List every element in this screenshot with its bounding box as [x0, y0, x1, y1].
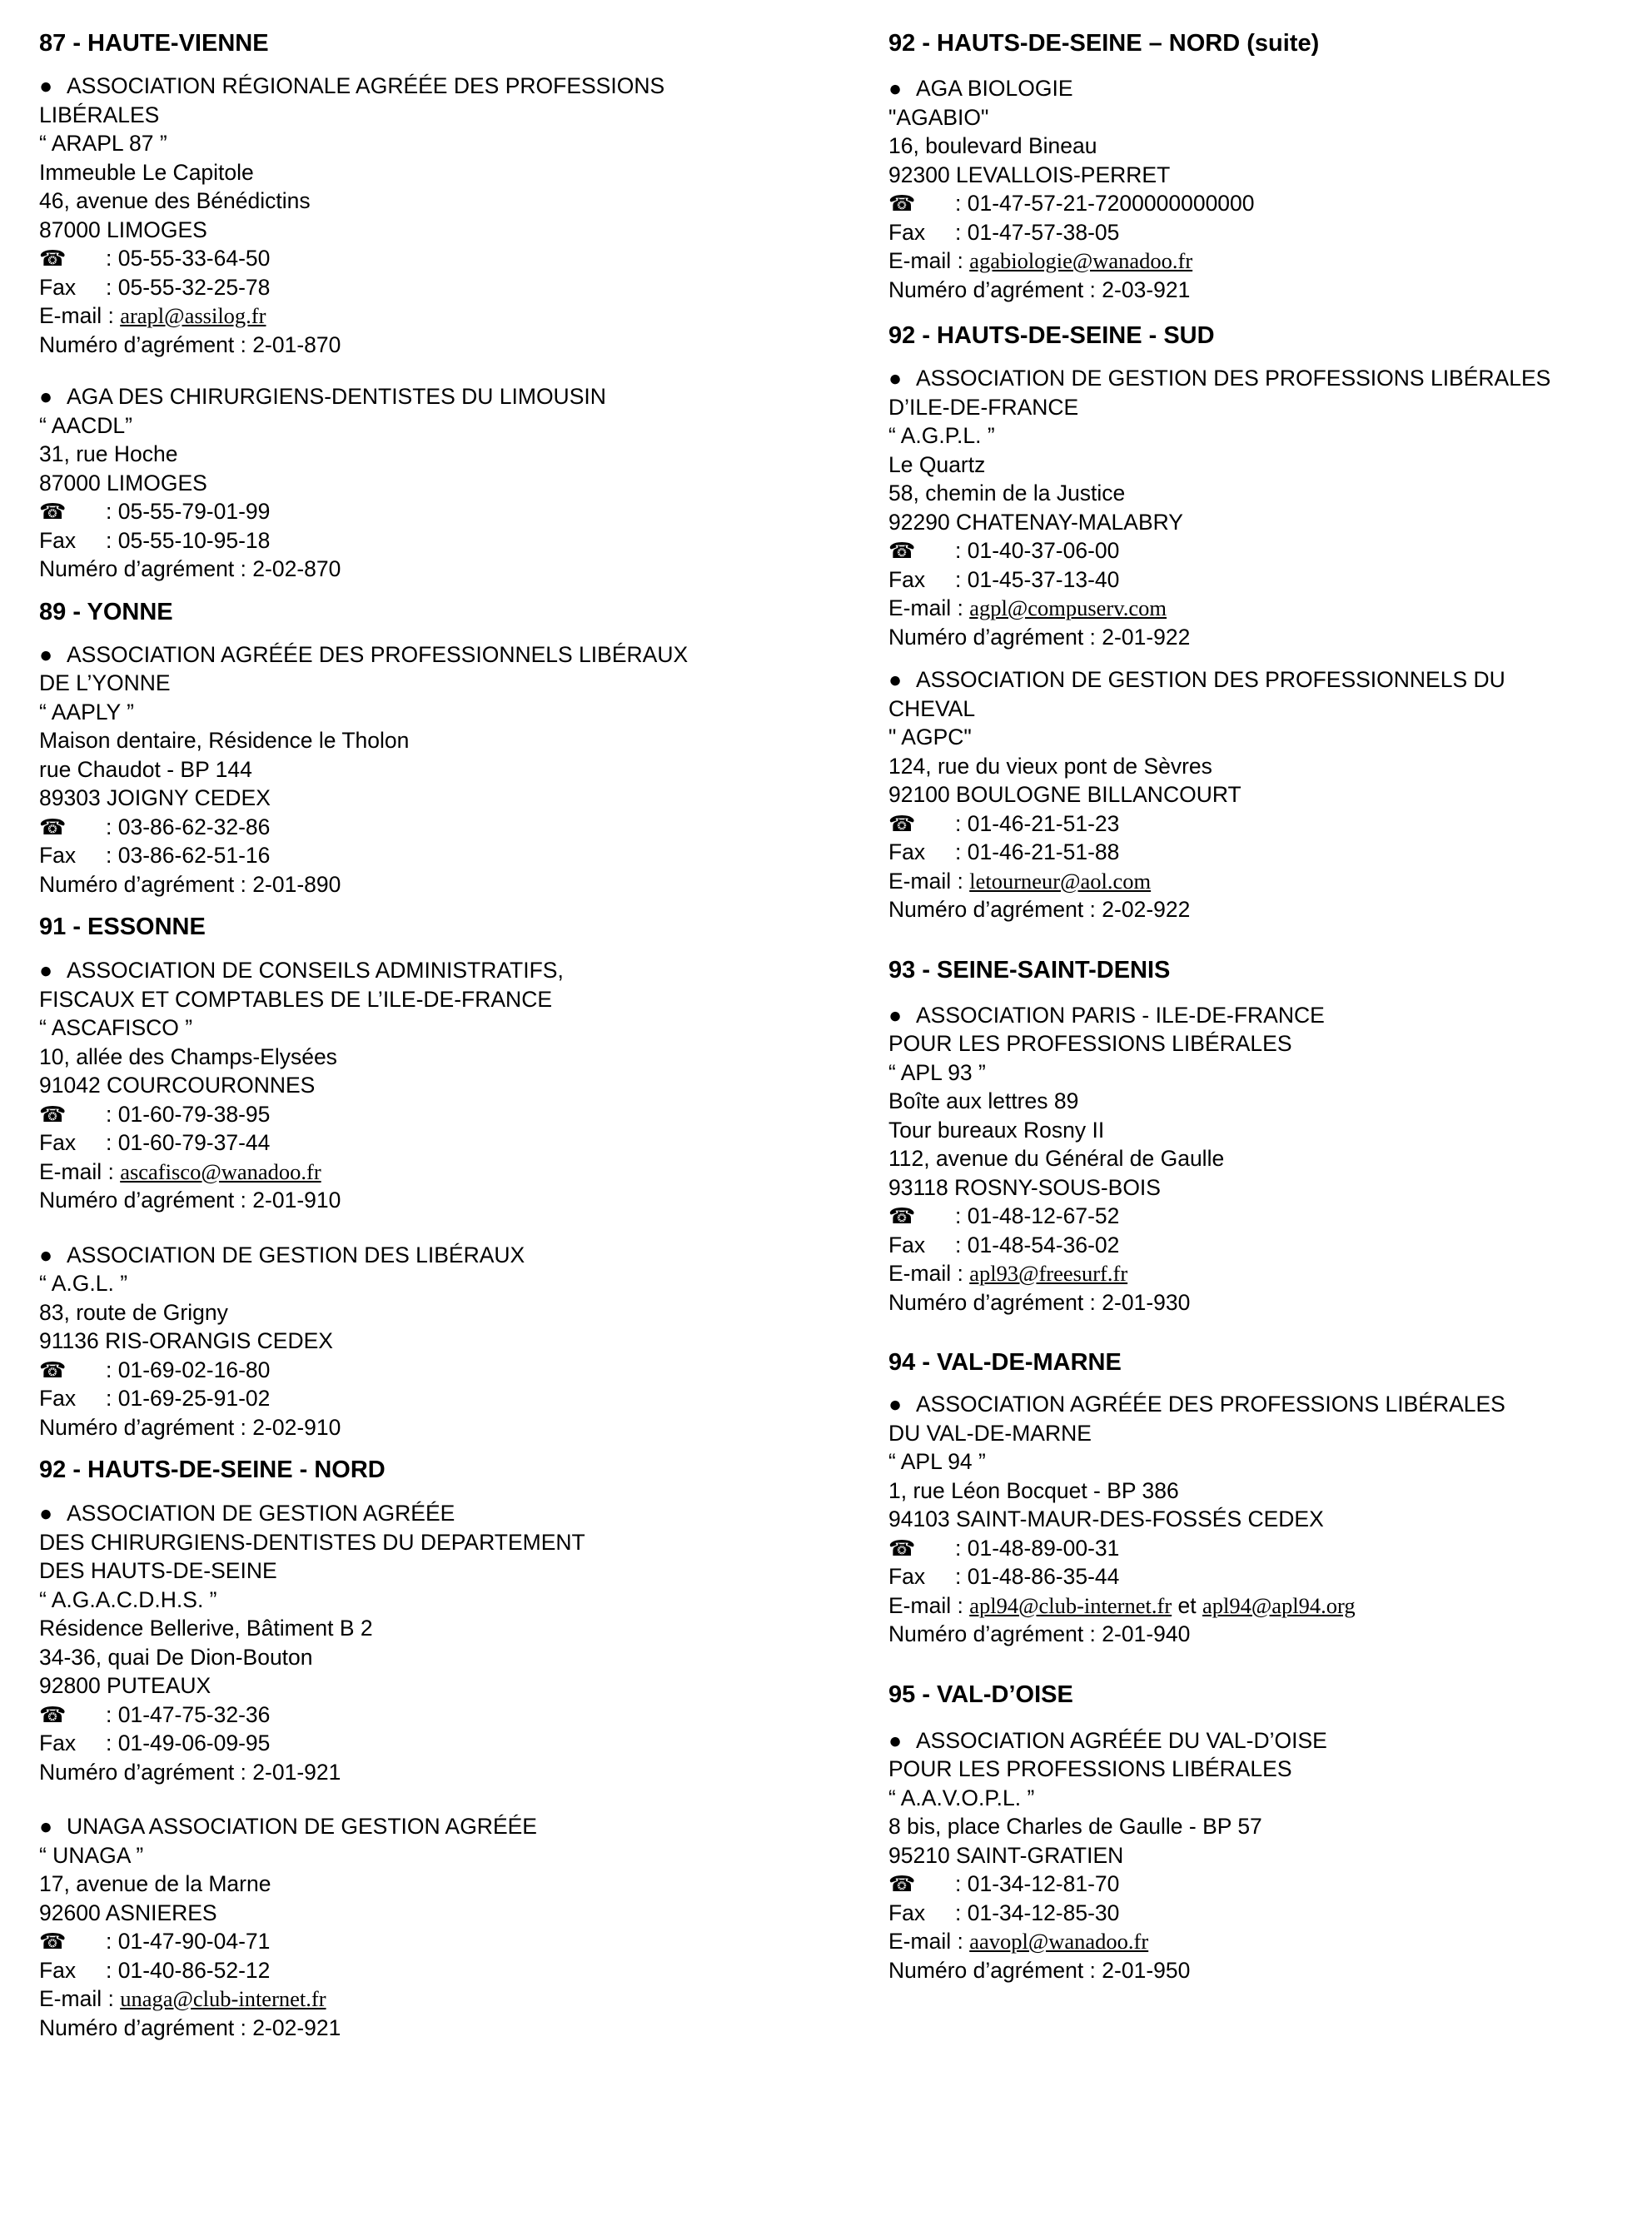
- phone-number: : 03-86-62-32-86: [106, 814, 271, 839]
- bullet-icon: ●: [888, 76, 903, 101]
- agrement-line: [888, 276, 1638, 305]
- association-entry: [39, 640, 863, 899]
- fax-number: : 01-60-79-37-44: [106, 1130, 271, 1155]
- association-name: [888, 393, 1638, 422]
- address-line: rue Chaudot - BP 144: [39, 756, 252, 782]
- department-title: 93 - SEINE-SAINT-DENIS: [888, 956, 1171, 984]
- fax-label: Fax: [39, 274, 77, 300]
- association-name: [39, 101, 863, 130]
- telephone-icon: ☎: [888, 810, 916, 836]
- email-line: [39, 301, 863, 331]
- fax-number: : 01-47-57-38-05: [955, 219, 1120, 245]
- email-link[interactable]: ascafisco@wanadoo.fr: [120, 1158, 321, 1184]
- agrement-number: 2-01-870: [252, 331, 341, 357]
- left-column: [39, 27, 863, 2042]
- department-section: [888, 319, 1638, 924]
- email-link[interactable]: agpl@compuserv.com: [969, 595, 1167, 620]
- address-line: 92300 LEVALLOIS-PERRET: [888, 162, 1171, 187]
- agrement-line: [888, 623, 1638, 652]
- department-section: [888, 1346, 1638, 1649]
- association-name: [39, 1812, 863, 1841]
- telephone-icon: ☎: [39, 246, 67, 271]
- email-label: E-mail :: [39, 303, 114, 328]
- association-entry: [888, 1726, 1638, 1985]
- association-acronym: "AGABIO": [888, 104, 989, 130]
- association-acronym: " AGPC": [888, 725, 972, 749]
- association-name: [888, 1755, 1638, 1784]
- email-link[interactable]: apl94@club-internet.fr: [969, 1592, 1172, 1618]
- fax-line: [888, 218, 1638, 247]
- association-name-text: ASSOCIATION AGRÉÉE DES PROFESSIONNELS LIBÉRAUX: [67, 641, 689, 667]
- association-name-text: DE L’YONNE: [39, 670, 171, 695]
- fax-label: Fax: [888, 566, 926, 592]
- telephone-icon: ☎: [39, 1101, 67, 1127]
- phone-line: [888, 809, 1638, 839]
- association-name-text: LIBÉRALES: [39, 102, 160, 127]
- phone-line: [888, 1534, 1638, 1563]
- email-line: [888, 247, 1638, 276]
- association-name: [39, 669, 863, 698]
- email-label: E-mail :: [888, 868, 963, 894]
- association-entry: [39, 1499, 863, 1786]
- address-line: Le Quartz: [888, 451, 986, 477]
- address-line: 87000 LIMOGES: [39, 470, 207, 495]
- address-line: Maison dentaire, Résidence le Tholon: [39, 728, 410, 753]
- email-label: E-mail :: [39, 1986, 114, 2011]
- association-acronym: “ A.G.P.L. ”: [888, 423, 995, 448]
- email-label: E-mail :: [888, 595, 963, 620]
- association-name: [39, 72, 863, 101]
- phone-number: : 05-55-79-01-99: [106, 499, 271, 524]
- department-section: [39, 1453, 863, 2042]
- agrement-label: Numéro d’agrément :: [39, 871, 246, 897]
- telephone-icon: ☎: [39, 1357, 67, 1382]
- fax-label: Fax: [39, 843, 77, 868]
- fax-number: : 01-34-12-85-30: [955, 1900, 1120, 1925]
- association-name: [888, 364, 1638, 393]
- agrement-line: [39, 2014, 863, 2043]
- phone-number: : 01-48-12-67-52: [955, 1203, 1120, 1228]
- phone-number: : 01-46-21-51-23: [955, 810, 1120, 836]
- email-link[interactable]: aavopl@wanadoo.fr: [969, 1929, 1149, 1954]
- association-name-text: ASSOCIATION DE GESTION DES LIBÉRAUX: [67, 1242, 525, 1267]
- fax-label: Fax: [888, 219, 926, 245]
- agrement-number: 2-01-910: [252, 1188, 341, 1213]
- email-link[interactable]: apl94@apl94.org: [1202, 1592, 1356, 1618]
- association-name: [39, 1556, 863, 1586]
- bullet-icon: ●: [39, 1814, 53, 1839]
- association-name: [888, 1419, 1638, 1448]
- email-link[interactable]: unaga@club-internet.fr: [120, 1986, 326, 2011]
- fax-line: [39, 1729, 863, 1758]
- phone-line: [39, 1100, 863, 1129]
- agrement-label: Numéro d’agrément :: [888, 624, 1096, 650]
- agrement-line: [888, 1956, 1638, 1985]
- agrement-label: Numéro d’agrément :: [39, 2014, 246, 2040]
- phone-number: : 01-47-75-32-36: [106, 1701, 271, 1727]
- association-name: [888, 695, 1638, 724]
- association-acronym: “ A.A.V.O.P.L. ”: [888, 1785, 1035, 1810]
- agrement-label: Numéro d’agrément :: [888, 1621, 1096, 1646]
- address-line: 16, boulevard Bineau: [888, 133, 1097, 158]
- association-entry: [888, 1001, 1638, 1317]
- association-name-text: ASSOCIATION DE GESTION AGRÉÉE: [67, 1501, 455, 1526]
- agrement-number: 2-01-940: [1102, 1621, 1191, 1646]
- telephone-icon: ☎: [39, 814, 67, 839]
- department-section: [39, 27, 863, 584]
- department-title: 94 - VAL-DE-MARNE: [888, 1349, 1122, 1376]
- address-line: 83, route de Grigny: [39, 1299, 228, 1325]
- phone-line: [888, 189, 1638, 218]
- department-title: 95 - VAL-D’OISE: [888, 1681, 1073, 1708]
- agrement-line: [888, 895, 1638, 924]
- fax-number: : 01-40-86-52-12: [106, 1957, 271, 1983]
- email-line: [888, 1927, 1638, 1956]
- address-line: Résidence Bellerive, Bâtiment B 2: [39, 1616, 373, 1641]
- phone-line: [39, 244, 863, 273]
- phone-line: [888, 1870, 1638, 1899]
- phone-number: : 01-48-89-00-31: [955, 1535, 1120, 1561]
- association-name: [888, 74, 1638, 103]
- address-line: 58, chemin de la Justice: [888, 481, 1126, 505]
- agrement-label: Numéro d’agrément :: [888, 897, 1096, 922]
- association-name: [39, 382, 863, 411]
- address-line: 89303 JOIGNY CEDEX: [39, 785, 271, 810]
- fax-label: Fax: [39, 1957, 77, 1983]
- association-name: [39, 985, 863, 1014]
- fax-label: Fax: [39, 1386, 77, 1411]
- address-line: 92100 BOULOGNE BILLANCOURT: [888, 782, 1241, 807]
- fax-label: Fax: [39, 527, 77, 553]
- address-line: 34-36, quai De Dion-Bouton: [39, 1644, 313, 1670]
- phone-number: : 01-47-57-21-7200000000000: [955, 191, 1255, 216]
- email-label: E-mail :: [888, 1592, 963, 1618]
- association-name: [888, 1029, 1638, 1058]
- association-acronym: “ AACDL”: [39, 412, 132, 438]
- association-acronym: “ A.G.L. ”: [39, 1271, 128, 1296]
- fax-number: : 01-49-06-09-95: [106, 1731, 271, 1755]
- agrement-label: Numéro d’agrément :: [39, 556, 246, 581]
- fax-label: Fax: [888, 1900, 926, 1925]
- email-label: E-mail :: [888, 1929, 963, 1954]
- fax-label: Fax: [888, 839, 926, 864]
- telephone-icon: ☎: [888, 191, 916, 216]
- agrement-number: 2-01-930: [1102, 1289, 1191, 1315]
- fax-number: : 01-46-21-51-88: [955, 839, 1120, 864]
- association-name-text: CHEVAL: [888, 695, 976, 721]
- association-entry: [888, 665, 1638, 924]
- agrement-label: Numéro d’agrément :: [39, 331, 246, 357]
- address-line: 92800 PUTEAUX: [39, 1673, 211, 1698]
- email-label: E-mail :: [888, 248, 963, 273]
- association-name-text: AGA BIOLOGIE: [916, 76, 1073, 101]
- email-link[interactable]: agabiologie@wanadoo.fr: [969, 248, 1193, 273]
- fax-line: [888, 565, 1638, 595]
- department-section: [888, 954, 1638, 1317]
- association-name-text: ASSOCIATION RÉGIONALE AGRÉÉE DES PROFESSIONS: [67, 73, 665, 98]
- bullet-icon: ●: [39, 73, 53, 98]
- agrement-line: [888, 1620, 1638, 1649]
- agrement-line: [39, 555, 863, 584]
- email-link[interactable]: letourneur@aol.com: [969, 868, 1152, 894]
- telephone-icon: ☎: [888, 1203, 916, 1228]
- telephone-icon: ☎: [888, 1871, 916, 1896]
- address-line: 93118 ROSNY-SOUS-BOIS: [888, 1174, 1161, 1200]
- address-line: Immeuble Le Capitole: [39, 159, 254, 185]
- association-name: [888, 665, 1638, 695]
- bullet-icon: ●: [39, 1242, 53, 1267]
- association-name-text: POUR LES PROFESSIONS LIBÉRALES: [888, 1756, 1292, 1781]
- agrement-number: 2-02-922: [1102, 897, 1191, 922]
- agrement-label: Numéro d’agrément :: [888, 276, 1096, 302]
- fax-number: : 01-45-37-13-40: [955, 566, 1120, 592]
- phone-number: : 01-34-12-81-70: [955, 1871, 1120, 1896]
- email-line: [888, 594, 1638, 623]
- phone-number: : 01-47-90-04-71: [106, 1929, 271, 1954]
- address-line: Tour bureaux Rosny II: [888, 1117, 1105, 1143]
- fax-line: [39, 526, 863, 555]
- telephone-icon: ☎: [888, 538, 916, 563]
- fax-number: : 05-55-32-25-78: [106, 274, 271, 300]
- telephone-icon: ☎: [39, 1929, 67, 1954]
- email-line: [39, 1158, 863, 1187]
- phone-line: [888, 1202, 1638, 1231]
- fax-line: [888, 1231, 1638, 1260]
- fax-label: Fax: [39, 1130, 77, 1155]
- phone-line: [39, 1927, 863, 1956]
- association-acronym: “ ASCAFISCO ”: [39, 1015, 193, 1040]
- email-link[interactable]: arapl@assilog.fr: [120, 303, 266, 328]
- email-label: E-mail :: [888, 1261, 963, 1286]
- association-acronym: “ AAPLY ”: [39, 699, 134, 725]
- association-name-text: ASSOCIATION DE CONSEILS ADMINISTRATIFS,: [67, 958, 564, 983]
- fax-label: Fax: [39, 1731, 77, 1755]
- department-title: 92 - HAUTS-DE-SEINE – NORD (suite): [888, 30, 1320, 57]
- association-name: [39, 956, 863, 985]
- agrement-line: [39, 331, 863, 360]
- email-link[interactable]: apl93@freesurf.fr: [969, 1261, 1128, 1286]
- association-name: [39, 1528, 863, 1557]
- association-name-text: ASSOCIATION DE GESTION DES PROFESSIONNELS DU: [916, 667, 1505, 692]
- association-entry: [888, 74, 1638, 304]
- department-section: [888, 1678, 1638, 1985]
- agrement-number: 2-01-922: [1102, 624, 1191, 650]
- bullet-icon: ●: [888, 667, 903, 692]
- phone-line: [39, 1701, 863, 1730]
- agrement-number: 2-01-921: [252, 1759, 341, 1785]
- association-name: [39, 1499, 863, 1528]
- agrement-label: Numéro d’agrément :: [888, 1957, 1096, 1983]
- address-line: 17, avenue de la Marne: [39, 1871, 271, 1896]
- address-line: 31, rue Hoche: [39, 441, 178, 466]
- agrement-number: 2-02-910: [252, 1414, 341, 1440]
- association-entry: [39, 382, 863, 584]
- association-name-text: ASSOCIATION AGRÉÉE DES PROFESSIONS LIBÉRALES: [916, 1392, 1505, 1417]
- association-entry: [888, 364, 1638, 651]
- fax-label: Fax: [888, 1232, 926, 1257]
- agrement-label: Numéro d’agrément :: [39, 1414, 246, 1440]
- telephone-icon: ☎: [39, 1701, 67, 1727]
- address-line: 8 bis, place Charles de Gaulle - BP 57: [888, 1814, 1262, 1839]
- department-title: 89 - YONNE: [39, 598, 173, 625]
- fax-line: [888, 1562, 1638, 1591]
- association-name-text: FISCAUX ET COMPTABLES DE L’ILE-DE-FRANCE: [39, 986, 553, 1012]
- association-acronym: “ ARAPL 87 ”: [39, 131, 167, 156]
- agrement-line: [39, 1758, 863, 1787]
- department-title: 92 - HAUTS-DE-SEINE - NORD: [39, 1457, 386, 1483]
- fax-line: [39, 841, 863, 870]
- phone-line: [39, 1356, 863, 1385]
- association-name-text: ASSOCIATION DE GESTION DES PROFESSIONS LIBÉRALES: [916, 366, 1551, 391]
- bullet-icon: ●: [888, 1727, 903, 1753]
- association-name: [39, 640, 863, 670]
- association-name: [888, 1390, 1638, 1419]
- association-entry: [39, 1241, 863, 1442]
- address-line: 94103 SAINT-MAUR-DES-FOSSÉS CEDEX: [888, 1506, 1324, 1531]
- phone-number: : 01-60-79-38-95: [106, 1101, 271, 1127]
- phone-line: [888, 536, 1638, 565]
- phone-number: : 01-69-02-16-80: [106, 1357, 271, 1382]
- association-name-text: D’ILE-DE-FRANCE: [888, 394, 1079, 420]
- address-line: 91136 RIS-ORANGIS CEDEX: [39, 1328, 333, 1353]
- association-acronym: “ A.G.A.C.D.H.S. ”: [39, 1586, 217, 1612]
- address-line: 46, avenue des Bénédictins: [39, 188, 311, 213]
- agrement-number: 2-03-921: [1102, 276, 1191, 302]
- association-name-text: DES HAUTS-DE-SEINE: [39, 1558, 277, 1583]
- association-name: [39, 1241, 863, 1270]
- phone-line: [39, 813, 863, 842]
- address-line: 92600 ASNIERES: [39, 1900, 217, 1925]
- association-name: [888, 1726, 1638, 1755]
- association-acronym: “ APL 93 ”: [888, 1059, 986, 1085]
- address-line: 1, rue Léon Bocquet - BP 386: [888, 1477, 1179, 1503]
- association-entry: [39, 956, 863, 1215]
- address-line: 91042 COURCOURONNES: [39, 1073, 316, 1098]
- department-section: [39, 910, 863, 1442]
- telephone-icon: ☎: [39, 499, 67, 524]
- association-entry: [39, 1812, 863, 2042]
- bullet-icon: ●: [39, 958, 53, 983]
- email-line: [39, 1984, 863, 2014]
- fax-line: [39, 273, 863, 302]
- association-name-text: DES CHIRURGIENS-DENTISTES DU DEPARTEMENT: [39, 1529, 585, 1555]
- agrement-label: Numéro d’agrément :: [39, 1188, 246, 1213]
- email-line: [888, 1259, 1638, 1288]
- phone-number: : 01-40-37-06-00: [955, 538, 1120, 563]
- fax-number: : 01-48-54-36-02: [955, 1232, 1120, 1257]
- right-column: [888, 27, 1638, 1984]
- department-section: [888, 27, 1638, 304]
- address-line: Boîte aux lettres 89: [888, 1088, 1079, 1113]
- email-line: [888, 1591, 1638, 1621]
- fax-number: : 05-55-10-95-18: [106, 527, 271, 553]
- bullet-icon: ●: [888, 1002, 903, 1028]
- fax-line: [888, 838, 1638, 867]
- bullet-icon: ●: [39, 641, 53, 667]
- bullet-icon: ●: [888, 366, 903, 391]
- association-name-text: AGA DES CHIRURGIENS-DENTISTES DU LIMOUSIN: [67, 384, 606, 409]
- agrement-number: 2-02-921: [252, 2014, 341, 2040]
- agrement-number: 2-01-890: [252, 871, 341, 897]
- agrement-label: Numéro d’agrément :: [39, 1759, 246, 1785]
- association-name-text: UNAGA ASSOCIATION DE GESTION AGRÉÉE: [67, 1814, 537, 1839]
- address-line: 10, allée des Champs-Elysées: [39, 1043, 337, 1069]
- phone-line: [39, 497, 863, 526]
- association-acronym: “ UNAGA ”: [39, 1842, 144, 1868]
- fax-number: : 01-48-86-35-44: [955, 1564, 1120, 1589]
- agrement-line: [39, 870, 863, 899]
- bullet-icon: ●: [39, 384, 53, 409]
- agrement-number: 2-01-950: [1102, 1957, 1191, 1983]
- fax-line: [39, 1128, 863, 1158]
- phone-number: : 05-55-33-64-50: [106, 246, 271, 271]
- agrement-line: [888, 1288, 1638, 1317]
- bullet-icon: ●: [888, 1392, 903, 1417]
- email-label: E-mail :: [39, 1158, 114, 1184]
- address-line: 95210 SAINT-GRATIEN: [888, 1842, 1124, 1868]
- agrement-number: 2-02-870: [252, 556, 341, 581]
- bullet-icon: ●: [39, 1501, 53, 1526]
- association-name-text: ASSOCIATION AGRÉÉE DU VAL-D’OISE: [916, 1727, 1327, 1753]
- address-line: 112, avenue du Général de Gaulle: [888, 1146, 1225, 1171]
- agrement-line: [39, 1186, 863, 1215]
- association-name-text: ASSOCIATION PARIS - ILE-DE-FRANCE: [916, 1002, 1325, 1028]
- department-title: 87 - HAUTE-VIENNE: [39, 30, 269, 57]
- address-line: 92290 CHATENAY-MALABRY: [888, 509, 1183, 535]
- fax-line: [888, 1899, 1638, 1928]
- agrement-label: Numéro d’agrément :: [888, 1289, 1096, 1315]
- association-acronym: “ APL 94 ”: [888, 1449, 986, 1474]
- department-section: [39, 595, 863, 899]
- address-line: 87000 LIMOGES: [39, 217, 207, 242]
- telephone-icon: ☎: [888, 1535, 916, 1561]
- association-name: [888, 1001, 1638, 1030]
- fax-number: : 03-86-62-51-16: [106, 843, 271, 868]
- fax-number: : 01-69-25-91-02: [106, 1386, 271, 1411]
- agrement-line: [39, 1413, 863, 1442]
- fax-line: [39, 1384, 863, 1413]
- association-name-text: DU VAL-DE-MARNE: [888, 1420, 1092, 1446]
- association-entry: [39, 72, 863, 359]
- department-title: 91 - ESSONNE: [39, 914, 206, 940]
- association-name-text: POUR LES PROFESSIONS LIBÉRALES: [888, 1031, 1292, 1056]
- association-entry: [888, 1390, 1638, 1649]
- fax-line: [39, 1956, 863, 1985]
- email-separator: et: [1177, 1592, 1197, 1618]
- fax-label: Fax: [888, 1564, 926, 1589]
- email-line: [888, 867, 1638, 896]
- department-title: 92 - HAUTS-DE-SEINE - SUD: [888, 322, 1215, 349]
- address-line: 124, rue du vieux pont de Sèvres: [888, 753, 1212, 779]
